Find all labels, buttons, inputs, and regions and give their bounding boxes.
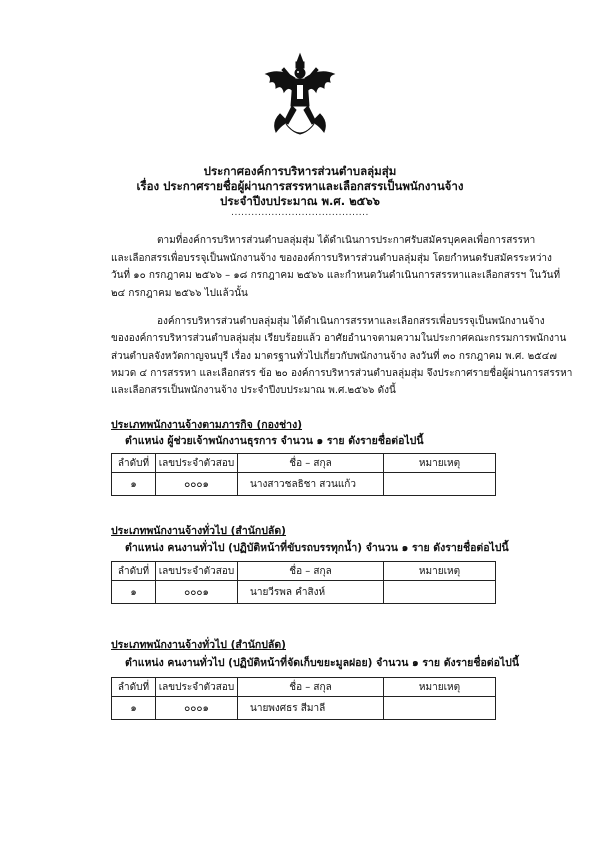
section-type-title: ประเภทพนักงานจ้างทั่วไป (สำนักปลัด) <box>111 639 286 651</box>
paragraph2-line: ขององค์การบริหารส่วนตำบลลุ่มสุ่ม เรียบร้อยแล้ว อาศัยอำนาจตามความในประกาศคณะกรรมการพนักงาน <box>111 333 567 344</box>
cell-note <box>384 581 496 604</box>
table-header-row <box>112 678 496 697</box>
col-header-name: ชื่อ – สกุล <box>238 454 384 473</box>
col-header-order: ลำดับที่ <box>112 454 156 473</box>
paragraph2-line: ส่วนตำบลจังหวัดกาญจนบุรี เรื่อง มาตรฐานทั่วไปเกี่ยวกับพนักงานจ้าง ลงวันที่ ๓๐ กรกฎาคม พ.ศ. ๒๕๔๗ <box>111 351 557 362</box>
cell-exam-no: ๐๐๐๑ <box>156 473 238 496</box>
announcement-org-title: ประกาศองค์การบริหารส่วนตำบลลุ่มสุ่ม <box>203 164 397 178</box>
table-header-row <box>112 454 496 473</box>
section-position-line: ตำแหน่ง ผู้ช่วยเจ้าพนักงานธุรการ จำนวน ๑ ราย ดังรายชื่อต่อไปนี้ <box>125 435 424 447</box>
table-header-row <box>112 562 496 581</box>
table-row <box>112 581 496 604</box>
cell-name: นายวีรพล คำสิงห์ <box>238 581 384 604</box>
col-header-note: หมายเหตุ <box>384 678 496 697</box>
paragraph1-line: ๒๔ กรกฎาคม ๒๕๖๖ ไปแล้วนั้น <box>111 288 248 299</box>
paragraph2-line: หมวด ๔ การสรรหา และเลือกสรร ข้อ ๒๐ องค์การบริหารส่วนตำบลลุ่มสุ่ม จึงประกาศรายชื่อผู้ผ่านการสรรหา <box>111 368 573 379</box>
cell-order: ๑ <box>112 581 156 604</box>
section-position-line: ตำแหน่ง คนงานทั่วไป (ปฏิบัติหน้าที่จัดเก็บขยะมูลฝอย) จำนวน ๑ ราย ดังรายชื่อต่อไปนี้ <box>125 657 520 669</box>
cell-name: นางสาวชลธิชา สวนแก้ว <box>238 473 384 496</box>
col-header-exam-no: เลขประจำตัวสอบ <box>156 678 238 697</box>
cell-name: นายพงศธร สีมาลี <box>238 697 384 720</box>
col-header-name: ชื่อ – สกุล <box>238 678 384 697</box>
announcement-subject: เรื่อง ประกาศรายชื่อผู้ผ่านการสรรหาและเลือกสรรเป็นพนักงานจ้าง <box>136 179 464 193</box>
announcement-fiscal-year: ประจำปีงบประมาณ พ.ศ. ๒๕๖๖ <box>220 194 380 208</box>
paragraph2-line: องค์การบริหารส่วนตำบลลุ่มสุ่ม ได้ดำเนินการสรรหาและเลือกสรรเพื่อบรรจุเป็นพนักงานจ้าง <box>157 316 545 327</box>
section-type-title: ประเภทพนักงานจ้างตามภารกิจ (กองช่าง) <box>111 419 303 431</box>
cell-note <box>384 473 496 496</box>
header-divider-dots: ......................................... <box>231 208 369 218</box>
cell-exam-no: ๐๐๐๑ <box>156 697 238 720</box>
col-header-exam-no: เลขประจำตัวสอบ <box>156 562 238 581</box>
cell-order: ๑ <box>112 697 156 720</box>
col-header-order: ลำดับที่ <box>112 562 156 581</box>
cell-order: ๑ <box>112 473 156 496</box>
paragraph1-line: ตามที่องค์การบริหารส่วนตำบลลุ่มสุ่ม ได้ดำเนินการประกาศรับสมัครบุคคลเพื่อการสรรหา <box>157 235 536 246</box>
col-header-name: ชื่อ – สกุล <box>238 562 384 581</box>
garuda-emblem-icon <box>262 52 338 144</box>
results-table-2 <box>111 561 496 604</box>
cell-exam-no: ๐๐๐๑ <box>156 581 238 604</box>
col-header-exam-no: เลขประจำตัวสอบ <box>156 454 238 473</box>
section-type-title: ประเภทพนักงานจ้างทั่วไป (สำนักปลัด) <box>111 525 286 537</box>
col-header-note: หมายเหตุ <box>384 454 496 473</box>
paragraph1-line: และเลือกสรรเพื่อบรรจุเป็นพนักงานจ้าง ขององค์การบริหารส่วนตำบลลุ่มสุ่ม โดยกำหนดรับสมัครระหว่าง <box>111 253 552 264</box>
section-position-line: ตำแหน่ง คนงานทั่วไป (ปฏิบัติหน้าที่ขับรถบรรทุกน้ำ) จำนวน ๑ ราย ดังรายชื่อต่อไปนี้ <box>125 542 509 554</box>
cell-note <box>384 697 496 720</box>
results-table-3 <box>111 677 496 720</box>
col-header-order: ลำดับที่ <box>112 678 156 697</box>
col-header-note: หมายเหตุ <box>384 562 496 581</box>
paragraph2-line: และเลือกสรรเป็นพนักงานจ้าง ประจำปีงบประมาณ พ.ศ.๒๕๖๖ ดังนี้ <box>111 385 396 396</box>
table-row <box>112 697 496 720</box>
paragraph1-line: วันที่ ๑๐ กรกฎาคม ๒๕๖๖ – ๑๘ กรกฎาคม ๒๕๖๖ และกำหนดวันดำเนินการสรรหาและเลือกสรรฯ ในวันที่ <box>111 270 561 281</box>
results-table-1 <box>111 453 496 496</box>
table-row <box>112 473 496 496</box>
